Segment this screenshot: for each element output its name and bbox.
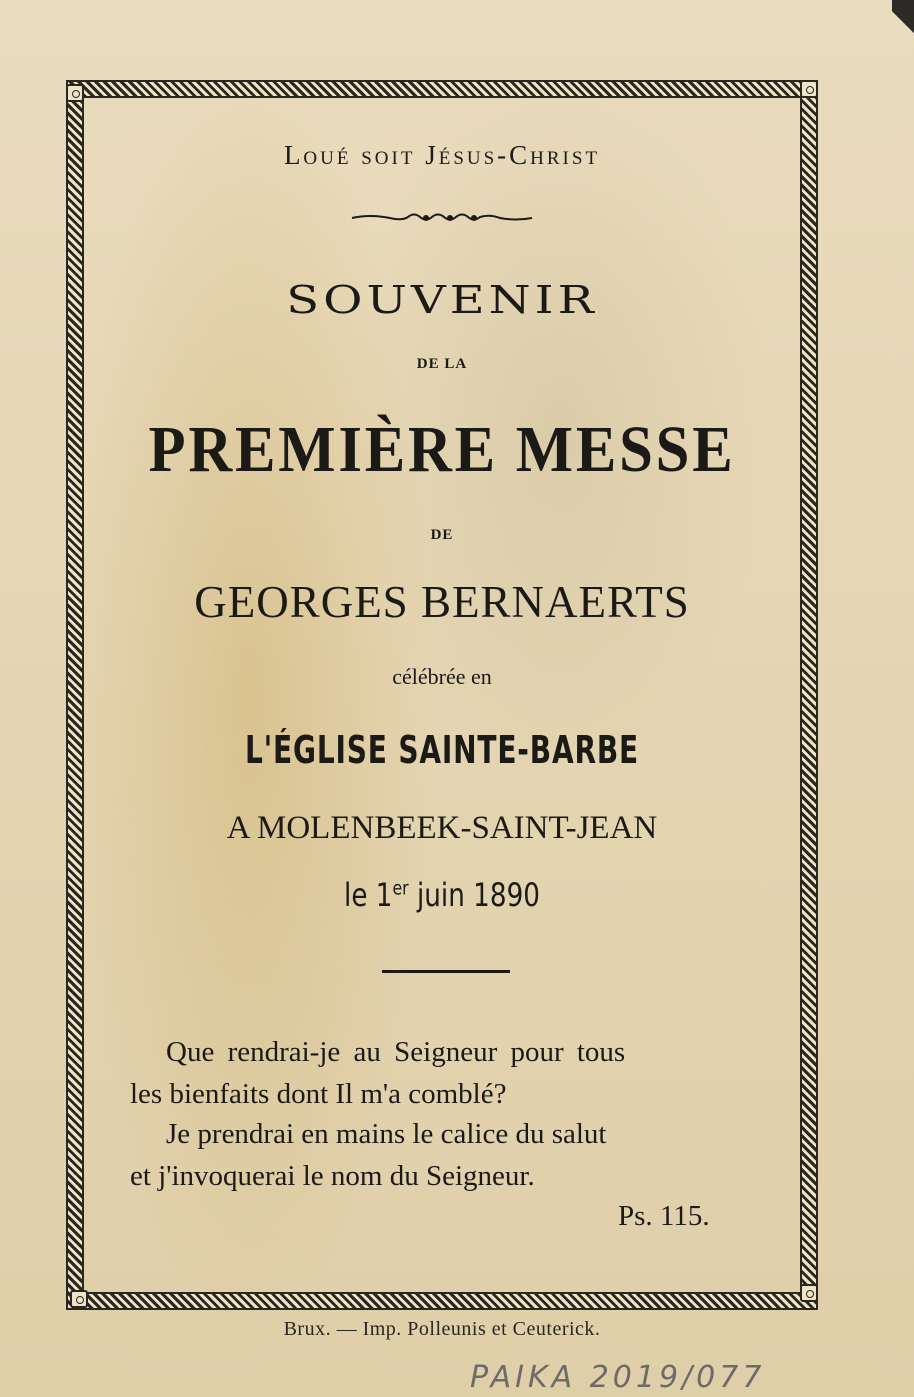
person-name: GEORGES BERNAERTS xyxy=(194,577,690,627)
inner-border xyxy=(82,96,802,1294)
verse-line: Que rendrai-je au Seigneur pour tous xyxy=(166,1036,626,1068)
psalm-citation: Ps. 115. xyxy=(618,1200,710,1232)
church-name: L'ÉGLISE SAINTE-BARBE xyxy=(244,728,640,772)
place-name: A MOLENBEEK-SAINT-JEAN xyxy=(226,810,658,846)
flourish-icon xyxy=(350,208,534,228)
divider xyxy=(382,970,510,973)
corner-ornament-icon xyxy=(70,1290,88,1308)
verse-line: les bienfaits dont Il m'a comblé? xyxy=(130,1078,507,1110)
corner-ornament-icon xyxy=(800,80,818,98)
archive-pencil-note: PAIKA 2019/077 xyxy=(470,1360,766,1395)
event-title: PREMIÈRE MESSE xyxy=(148,413,736,486)
torn-corner xyxy=(892,0,914,60)
title: SOUVENIR xyxy=(286,277,598,323)
celebrated-text: célébrée en xyxy=(392,664,492,689)
verse-line: Je prendrai en mains le calice du salut xyxy=(166,1118,607,1150)
corner-ornament-icon xyxy=(66,84,84,102)
event-date xyxy=(147,876,737,914)
printer-imprint: Brux. — Imp. Polleunis et Ceuterick. xyxy=(283,1318,601,1340)
date-suffix: juin 1890 xyxy=(408,876,540,914)
date-ordinal: er xyxy=(392,876,409,900)
connector-de: DE xyxy=(430,527,454,543)
corner-ornament-icon xyxy=(800,1284,818,1302)
header-line: Loué soit Jésus-Christ xyxy=(283,140,601,170)
verse-line: et j'invoquerai le nom du Seigneur. xyxy=(130,1160,535,1192)
date-prefix: le 1 xyxy=(344,876,393,914)
connector-de-la: DE LA xyxy=(416,356,468,372)
